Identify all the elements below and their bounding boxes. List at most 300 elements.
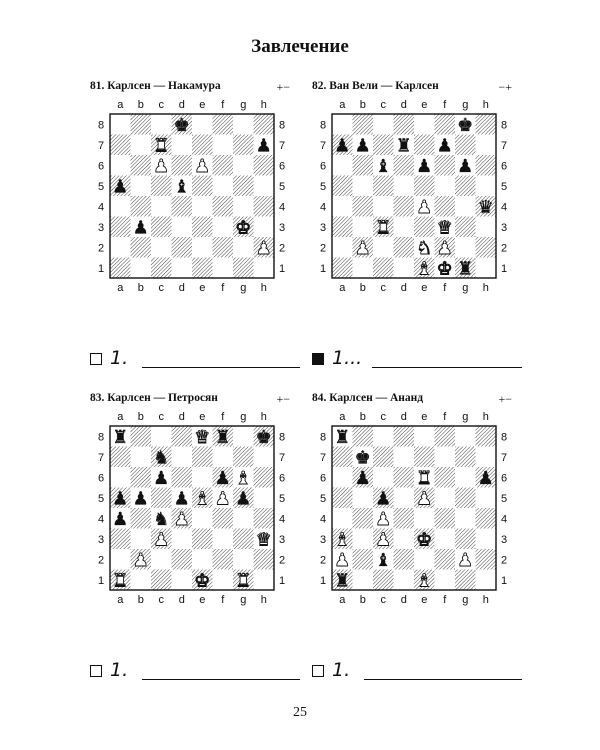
board-square xyxy=(476,176,497,197)
white-bishop-a3: ♝ xyxy=(334,529,351,551)
black-pawn-b3: ♟ xyxy=(132,217,149,239)
white-pawn-f2: ♟ xyxy=(436,237,453,259)
board-square xyxy=(254,508,275,529)
board-square xyxy=(151,237,172,258)
rank-label-left: 2 xyxy=(97,554,105,567)
black-pawn-a5: ♟ xyxy=(112,488,129,510)
evaluation-mark: −+ xyxy=(498,80,512,94)
rank-label-left: 1 xyxy=(319,262,327,275)
rank-label-left: 4 xyxy=(319,513,327,526)
file-label-top: f xyxy=(221,99,225,111)
white-pawn-e6: ♟ xyxy=(194,155,211,177)
chess-diagram xyxy=(90,406,290,616)
board-square xyxy=(213,176,234,197)
white-pawn-e4: ♟ xyxy=(416,196,433,218)
board-square xyxy=(192,529,213,550)
board-square xyxy=(455,447,476,468)
board-square xyxy=(455,196,476,217)
file-label-bottom: e xyxy=(421,282,428,294)
file-label-bottom: d xyxy=(400,594,407,606)
board-square xyxy=(435,529,456,550)
file-label-top: c xyxy=(158,99,164,111)
rank-label-right: 6 xyxy=(278,472,286,485)
board-square xyxy=(435,488,456,509)
file-label-top: d xyxy=(178,411,185,423)
board-square xyxy=(172,467,193,488)
black-pawn-d5: ♟ xyxy=(173,488,190,510)
board-square xyxy=(192,196,213,217)
puzzle-82 xyxy=(312,80,512,370)
board-square xyxy=(394,467,415,488)
black-pawn-a4: ♟ xyxy=(112,508,129,530)
file-label-bottom: h xyxy=(482,282,489,294)
black-king-g8: ♚ xyxy=(457,114,474,136)
white-bishop-e5: ♝ xyxy=(194,488,211,510)
board-square xyxy=(435,176,456,197)
board-square xyxy=(233,529,254,550)
rank-label-right: 5 xyxy=(500,492,508,505)
board-square xyxy=(172,549,193,570)
file-label-bottom: c xyxy=(158,282,164,294)
white-pawn-f5: ♟ xyxy=(214,488,231,510)
rank-label-right: 2 xyxy=(500,554,508,567)
black-bishop-d5: ♝ xyxy=(173,176,190,198)
board-square xyxy=(110,155,131,176)
file-label-top: b xyxy=(359,99,366,111)
board-square xyxy=(233,196,254,217)
file-label-top: e xyxy=(199,99,206,111)
rank-label-left: 2 xyxy=(97,242,105,255)
black-pawn-c5: ♟ xyxy=(375,488,392,510)
move-number: 1... xyxy=(332,347,363,369)
white-rook-g1: ♜ xyxy=(235,570,252,592)
board-square xyxy=(394,217,415,238)
board-square xyxy=(455,217,476,238)
rank-label-right: 2 xyxy=(278,242,286,255)
board-square xyxy=(131,176,152,197)
file-label-top: h xyxy=(482,411,489,423)
black-pawn-f6: ♟ xyxy=(214,467,231,489)
board-square xyxy=(353,570,374,591)
board-square xyxy=(455,237,476,258)
file-label-top: e xyxy=(421,99,428,111)
board-square xyxy=(254,467,275,488)
file-label-top: h xyxy=(260,99,267,111)
file-label-top: f xyxy=(443,99,447,111)
board-square xyxy=(476,447,497,468)
board-square xyxy=(373,114,394,135)
board-square xyxy=(213,196,234,217)
board-square xyxy=(213,447,234,468)
board-square xyxy=(213,114,234,135)
board-square xyxy=(476,570,497,591)
board-square xyxy=(394,447,415,468)
board-square xyxy=(353,258,374,279)
board-square xyxy=(151,426,172,447)
board-square xyxy=(192,217,213,238)
answer-line[interactable] xyxy=(142,679,300,680)
board-square xyxy=(394,426,415,447)
chessboard xyxy=(90,94,294,302)
answer-field[interactable] xyxy=(90,347,305,373)
board-square xyxy=(131,196,152,217)
move-number: 1. xyxy=(110,659,129,681)
board-square xyxy=(151,217,172,238)
board-square xyxy=(213,155,234,176)
white-knight-e2: ♞ xyxy=(416,237,433,259)
answer-line[interactable] xyxy=(372,367,522,368)
rank-label-right: 8 xyxy=(278,119,286,132)
rank-label-right: 5 xyxy=(500,180,508,193)
black-rook-a8: ♜ xyxy=(334,426,351,448)
board-square xyxy=(254,258,275,279)
page-title: Завлечение xyxy=(251,36,349,57)
file-label-bottom: e xyxy=(421,594,428,606)
answer-field[interactable] xyxy=(312,347,527,373)
black-king-d8: ♚ xyxy=(173,114,190,136)
answer-field[interactable] xyxy=(90,659,305,685)
white-bishop-g6: ♝ xyxy=(235,467,252,489)
board-square xyxy=(394,237,415,258)
white-rook-e6: ♜ xyxy=(416,467,433,489)
rank-label-left: 7 xyxy=(97,451,105,464)
rank-label-left: 5 xyxy=(319,180,327,193)
file-label-top: a xyxy=(339,411,346,423)
rank-label-right: 7 xyxy=(500,139,508,152)
board-square xyxy=(172,258,193,279)
file-label-bottom: g xyxy=(240,594,247,606)
puzzle-83 xyxy=(90,392,290,682)
board-square xyxy=(213,570,234,591)
rank-label-left: 2 xyxy=(319,242,327,255)
board-square xyxy=(414,114,435,135)
rank-label-left: 3 xyxy=(97,221,105,234)
file-label-top: h xyxy=(260,411,267,423)
file-label-top: g xyxy=(240,99,247,111)
rank-label-right: 3 xyxy=(278,221,286,234)
board-square xyxy=(455,508,476,529)
file-label-top: b xyxy=(359,411,366,423)
white-bishop-e1: ♝ xyxy=(416,570,433,592)
white-pawn-c3: ♟ xyxy=(153,529,170,551)
file-label-top: b xyxy=(137,99,144,111)
white-pawn-c4: ♟ xyxy=(375,508,392,530)
black-king-h8: ♚ xyxy=(255,426,272,448)
board-square xyxy=(476,237,497,258)
board-square xyxy=(373,196,394,217)
board-square xyxy=(332,237,353,258)
board-square xyxy=(435,196,456,217)
rank-label-right: 4 xyxy=(500,201,508,214)
rank-label-right: 4 xyxy=(278,513,286,526)
evaluation-mark: +− xyxy=(276,392,290,406)
black-pawn-g6: ♟ xyxy=(457,155,474,177)
board-square xyxy=(353,529,374,550)
board-square xyxy=(476,549,497,570)
board-square xyxy=(110,135,131,156)
board-square xyxy=(353,155,374,176)
file-label-top: c xyxy=(380,411,386,423)
file-label-bottom: h xyxy=(260,282,267,294)
white-queen-f3: ♛ xyxy=(436,217,453,239)
rank-label-right: 1 xyxy=(500,262,508,275)
file-label-bottom: e xyxy=(199,594,206,606)
board-square xyxy=(435,549,456,570)
file-label-top: a xyxy=(339,99,346,111)
move-number: 1. xyxy=(110,347,129,369)
file-label-top: c xyxy=(158,411,164,423)
rank-label-right: 7 xyxy=(278,451,286,464)
rank-label-right: 8 xyxy=(500,119,508,132)
board-square xyxy=(435,467,456,488)
board-square xyxy=(254,488,275,509)
board-square xyxy=(254,447,275,468)
board-square xyxy=(233,426,254,447)
rank-label-left: 1 xyxy=(97,262,105,275)
board-square xyxy=(172,529,193,550)
white-pawn-a2: ♟ xyxy=(334,549,351,571)
puzzle-title: 83. Карлсен — Петросян xyxy=(90,392,218,404)
white-rook-c3: ♜ xyxy=(375,217,392,239)
black-pawn-b6: ♟ xyxy=(354,467,371,489)
board-square xyxy=(233,258,254,279)
board-square xyxy=(131,508,152,529)
rank-label-right: 3 xyxy=(500,533,508,546)
file-label-bottom: g xyxy=(462,282,469,294)
white-to-move-box xyxy=(312,665,324,677)
board-square xyxy=(353,426,374,447)
board-square xyxy=(373,570,394,591)
file-label-top: g xyxy=(462,411,469,423)
rank-label-left: 5 xyxy=(97,180,105,193)
board-square xyxy=(476,529,497,550)
white-king-g3: ♚ xyxy=(235,217,252,239)
board-square xyxy=(414,135,435,156)
chessboard xyxy=(312,94,516,302)
board-square xyxy=(332,176,353,197)
board-square xyxy=(476,488,497,509)
file-label-bottom: d xyxy=(178,282,185,294)
rank-label-left: 6 xyxy=(319,472,327,485)
rank-label-left: 7 xyxy=(97,139,105,152)
white-pawn-d4: ♟ xyxy=(173,508,190,530)
white-pawn-g2: ♟ xyxy=(457,549,474,571)
puzzle-84 xyxy=(312,392,512,682)
board-square xyxy=(394,508,415,529)
board-square xyxy=(192,549,213,570)
board-square xyxy=(172,217,193,238)
black-rook-g1: ♜ xyxy=(457,258,474,280)
rank-label-right: 8 xyxy=(500,431,508,444)
file-label-top: b xyxy=(137,411,144,423)
black-rook-d7: ♜ xyxy=(395,135,412,157)
board-square xyxy=(353,176,374,197)
rank-label-right: 1 xyxy=(278,262,286,275)
rank-label-right: 7 xyxy=(500,451,508,464)
answer-line[interactable] xyxy=(364,679,522,680)
rank-label-right: 1 xyxy=(278,574,286,587)
rank-label-left: 4 xyxy=(97,201,105,214)
rank-label-left: 3 xyxy=(319,221,327,234)
board-square xyxy=(131,258,152,279)
board-square xyxy=(233,508,254,529)
file-label-top: f xyxy=(221,411,225,423)
board-square xyxy=(192,114,213,135)
board-square xyxy=(476,114,497,135)
board-square xyxy=(394,529,415,550)
rank-label-right: 3 xyxy=(278,533,286,546)
board-square xyxy=(131,237,152,258)
board-square xyxy=(110,467,131,488)
rank-label-left: 8 xyxy=(97,431,105,444)
rank-label-right: 6 xyxy=(278,160,286,173)
board-square xyxy=(110,114,131,135)
black-rook-f8: ♜ xyxy=(214,426,231,448)
board-square xyxy=(414,447,435,468)
board-square xyxy=(373,426,394,447)
board-square xyxy=(332,155,353,176)
rank-label-right: 7 xyxy=(278,139,286,152)
board-square xyxy=(131,570,152,591)
rank-label-left: 3 xyxy=(97,533,105,546)
board-square xyxy=(192,135,213,156)
file-label-bottom: c xyxy=(380,282,386,294)
white-queen-h3: ♛ xyxy=(255,529,272,551)
board-square xyxy=(192,176,213,197)
rank-label-right: 4 xyxy=(500,513,508,526)
board-square xyxy=(455,570,476,591)
board-square xyxy=(435,426,456,447)
file-label-bottom: f xyxy=(221,282,225,294)
board-square xyxy=(254,217,275,238)
board-square xyxy=(476,135,497,156)
board-square xyxy=(476,426,497,447)
white-king-f1: ♚ xyxy=(436,258,453,280)
board-square xyxy=(353,114,374,135)
rank-label-right: 6 xyxy=(500,160,508,173)
board-square xyxy=(213,508,234,529)
black-knight-c4: ♞ xyxy=(153,508,170,530)
board-square xyxy=(151,196,172,217)
board-square xyxy=(435,570,456,591)
black-pawn-a5: ♟ xyxy=(112,176,129,198)
file-label-bottom: d xyxy=(178,594,185,606)
black-rook-a8: ♜ xyxy=(112,426,129,448)
board-square xyxy=(332,196,353,217)
white-rook-c7: ♜ xyxy=(153,135,170,157)
white-rook-a1: ♜ xyxy=(112,570,129,592)
puzzle-title: 81. Карлсен — Накамура xyxy=(90,80,221,92)
white-queen-e8: ♛ xyxy=(194,426,211,448)
board-square xyxy=(414,426,435,447)
board-square xyxy=(373,237,394,258)
board-square xyxy=(213,217,234,238)
board-square xyxy=(131,529,152,550)
board-square xyxy=(455,467,476,488)
rank-label-left: 3 xyxy=(319,533,327,546)
file-label-top: g xyxy=(462,99,469,111)
board-square xyxy=(455,135,476,156)
board-square xyxy=(353,488,374,509)
board-square xyxy=(110,549,131,570)
white-pawn-b2: ♟ xyxy=(354,237,371,259)
board-square xyxy=(110,447,131,468)
board-square xyxy=(394,488,415,509)
rank-label-right: 2 xyxy=(500,242,508,255)
board-square xyxy=(172,155,193,176)
file-label-top: d xyxy=(400,411,407,423)
board-square xyxy=(353,217,374,238)
rank-label-left: 8 xyxy=(319,431,327,444)
board-square xyxy=(233,549,254,570)
rank-label-right: 6 xyxy=(500,472,508,485)
file-label-bottom: f xyxy=(221,594,225,606)
board-square xyxy=(233,176,254,197)
black-pawn-g5: ♟ xyxy=(235,488,252,510)
answer-field[interactable] xyxy=(312,659,527,685)
file-label-bottom: a xyxy=(117,282,124,294)
file-label-top: c xyxy=(380,99,386,111)
black-pawn-b5: ♟ xyxy=(132,488,149,510)
file-label-top: d xyxy=(400,99,407,111)
black-pawn-h7: ♟ xyxy=(255,135,272,157)
file-label-bottom: c xyxy=(380,594,386,606)
board-square xyxy=(172,570,193,591)
white-king-e1: ♚ xyxy=(194,570,211,592)
black-queen-h4: ♛ xyxy=(477,196,494,218)
board-square xyxy=(455,488,476,509)
board-square xyxy=(254,549,275,570)
chess-diagram xyxy=(312,94,512,304)
board-square xyxy=(373,258,394,279)
rank-label-left: 8 xyxy=(319,119,327,132)
black-rook-a1: ♜ xyxy=(334,570,351,592)
board-square xyxy=(394,155,415,176)
board-square xyxy=(394,570,415,591)
black-pawn-c6: ♟ xyxy=(153,467,170,489)
file-label-bottom: a xyxy=(339,282,346,294)
board-square xyxy=(192,237,213,258)
rank-label-left: 2 xyxy=(319,554,327,567)
board-square xyxy=(213,529,234,550)
rank-label-left: 1 xyxy=(97,574,105,587)
board-square xyxy=(110,196,131,217)
rank-label-left: 7 xyxy=(319,139,327,152)
board-square xyxy=(332,258,353,279)
board-square xyxy=(332,488,353,509)
board-square xyxy=(233,114,254,135)
board-square xyxy=(151,488,172,509)
white-king-e3: ♚ xyxy=(416,529,433,551)
rank-label-left: 5 xyxy=(319,492,327,505)
answer-line[interactable] xyxy=(142,367,300,368)
board-square xyxy=(213,135,234,156)
black-to-move-box xyxy=(312,353,324,365)
file-label-top: f xyxy=(443,411,447,423)
rank-label-right: 3 xyxy=(500,221,508,234)
file-label-bottom: g xyxy=(240,282,247,294)
chess-diagram xyxy=(90,94,290,304)
black-pawn-e6: ♟ xyxy=(416,155,433,177)
board-square xyxy=(233,155,254,176)
page-number: 25 xyxy=(293,705,307,720)
board-square xyxy=(233,447,254,468)
board-square xyxy=(151,176,172,197)
rank-label-left: 8 xyxy=(97,119,105,132)
board-square xyxy=(476,508,497,529)
board-square xyxy=(373,176,394,197)
file-label-bottom: d xyxy=(400,282,407,294)
